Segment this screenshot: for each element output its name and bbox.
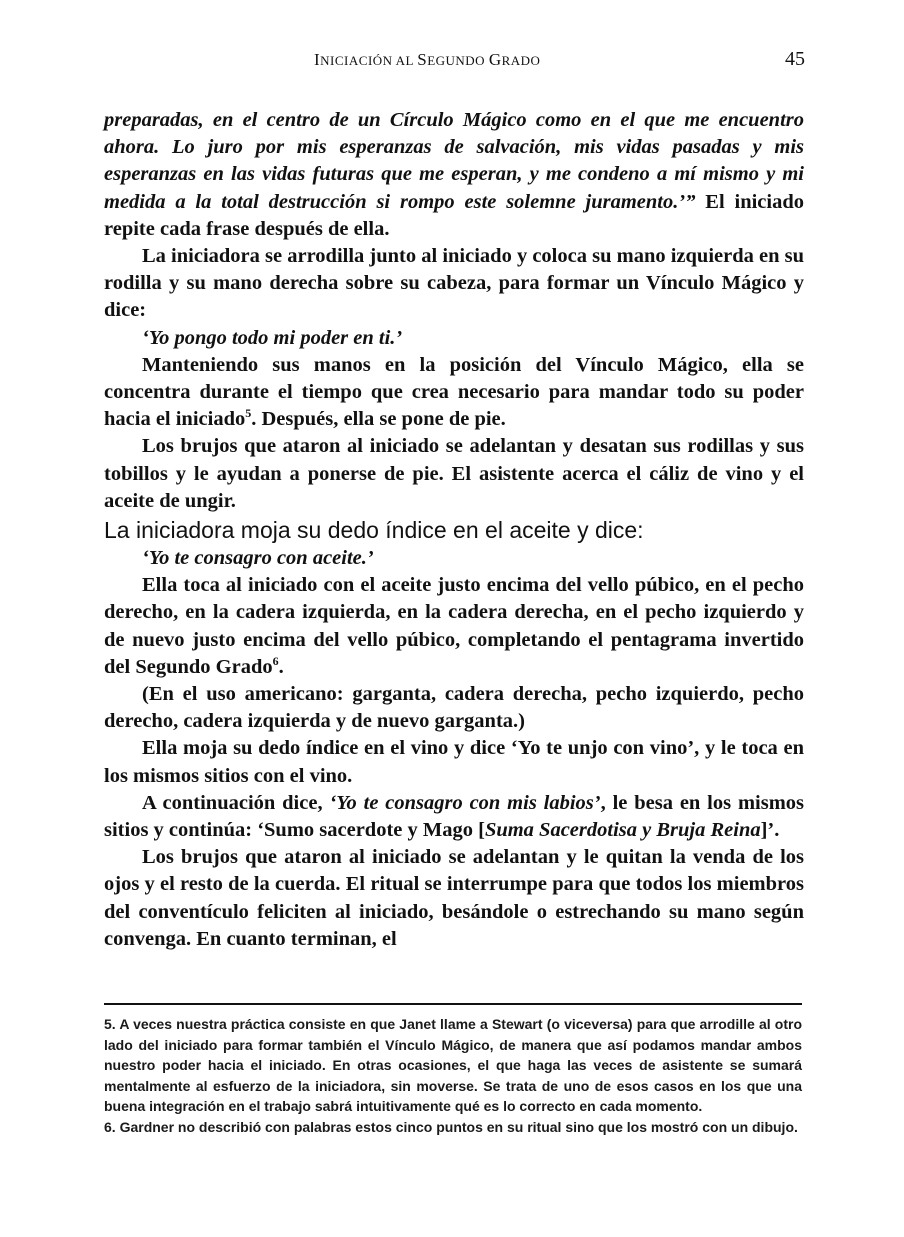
text-run: La iniciadora se arrodilla junto al iniciado y coloca su mano izquierda en su rodilla y su mano derecha sobre su cabeza, para formar un Vínculo Mágico y dice: <box>104 245 804 322</box>
footnotes <box>104 1014 802 1137</box>
paragraph-p3 <box>104 325 804 352</box>
header-title-part: AL <box>395 53 414 68</box>
text-run: La iniciadora moja su dedo índice en el aceite y dice: <box>104 517 644 544</box>
header-title-part: EGUNDO <box>427 53 486 68</box>
italic-text: ‘Yo te consagro con aceite.’ <box>142 547 374 570</box>
italic-text: preparadas, en el centro de un Círculo Mágico como en el que me encuentro ahora. Lo juro por mis esperanzas de salvación, mis vidas pasadas y mis esperanzas en las vidas futuras que me esperan, y me condeno a mí mismo y mi medida a la total destrucción si rompo este solemne juramento.’” <box>104 109 804 213</box>
header-title-part: I <box>314 50 321 69</box>
header-title-part: S <box>417 50 428 69</box>
text-run: El iniciado repite cada frase después de ella. <box>104 190 805 240</box>
paragraph-p10 <box>104 735 804 789</box>
text-run: ]’. <box>760 819 780 842</box>
paragraph-p5 <box>104 433 804 515</box>
paragraph-p8 <box>104 572 804 681</box>
text-run: Manteniendo sus manos en la posición del Vínculo Mágico, ella se concentra durante el tiempo que crea necesario para mandar todo su poder hacia el iniciado <box>104 353 804 431</box>
italic-text: Suma Sacerdotisa y Bruja Reina <box>484 819 761 842</box>
text-run: . <box>278 655 284 678</box>
italic-text: ‘Yo te consagro con mis labios’ <box>329 791 601 814</box>
footnote-marker: 5 <box>245 406 252 421</box>
text-run: (En el uso americano: garganta, cadera derecha, pecho izquierdo, pecho derecho, cadera izquierda y de nuevo garganta.) <box>104 683 804 733</box>
text-run: Ella toca al iniciado con el aceite justo encima del vello púbico, en el pecho derecho, en la cadera izquierda, en la cadera derecha, en el pecho izquierdo y de nuevo justo encima del vello púbico, completando el pentagrama invertido del Segundo Grado <box>104 574 804 678</box>
footnote-5: 5. A veces nuestra práctica consiste en que Janet llame a Stewart (o viceversa) para que arrodille al otro lado del iniciado para formar también el Vínculo Mágico, de manera que así podamos mandar ambos nuestro poder hacia el iniciado. En otras ocasiones, el que haga las veces de asistente se sumará mentalmente al esfuerzo de la iniciadora, sin moverse. Se trata de uno de esos casos en los que una buena integración en el trabajo sabrá intuitivamente qué es lo correcto en cada momento. <box>104 1016 802 1114</box>
text-run: A continuación dice, <box>142 791 330 814</box>
paragraph-p1 <box>104 107 804 243</box>
footnote-6: 6. Gardner no describió con palabras estos cinco puntos en su ritual sino que los mostró con un dibujo. <box>104 1118 798 1135</box>
text-run: , le besa en los mismos sitios y continúa: ‘Sumo sacerdote y Mago [ <box>104 791 805 842</box>
text-run: Ella moja su dedo índice en el vino y dice ‘Yo te unjo con vino’, y le toca en los mismos sitios con el vino. <box>104 737 804 787</box>
paragraph-p4 <box>104 352 804 434</box>
header-title-part: G <box>488 50 502 69</box>
header-title-part: RADO <box>501 53 541 68</box>
text-run: . Después, ella se pone de pie. <box>251 408 506 431</box>
text-run: Los brujos que ataron al iniciado se adelantan y le quitan la venda de los ojos y el resto de la cuerda. El ritual se interrumpe para que todos los miembros del conventículo feliciten al iniciado, besándole o estrechando su mano según convenga. En cuanto terminan, el <box>104 846 804 950</box>
page-number: 45 <box>785 48 805 70</box>
body-text <box>104 107 804 953</box>
paragraph-p9 <box>104 681 804 735</box>
paragraph-p7 <box>104 545 804 572</box>
running-header-title <box>314 50 540 70</box>
paragraph-p12 <box>104 844 804 953</box>
italic-text: ‘Yo pongo todo mi poder en ti.’ <box>142 326 403 349</box>
paragraph-p6 <box>104 515 804 545</box>
paragraph-p11 <box>104 790 804 844</box>
footnote-marker: 6 <box>272 654 279 669</box>
paragraph-p2 <box>104 243 804 325</box>
header-title-part: NICIACIÓN <box>320 53 393 68</box>
text-run: Los brujos que ataron al iniciado se adelantan y desatan sus rodillas y sus tobillos y le ayudan a ponerse de pie. El asistente acerca el cáliz de vino y el aceite de ungir. <box>104 435 804 512</box>
footnote-separator <box>104 1003 802 1005</box>
